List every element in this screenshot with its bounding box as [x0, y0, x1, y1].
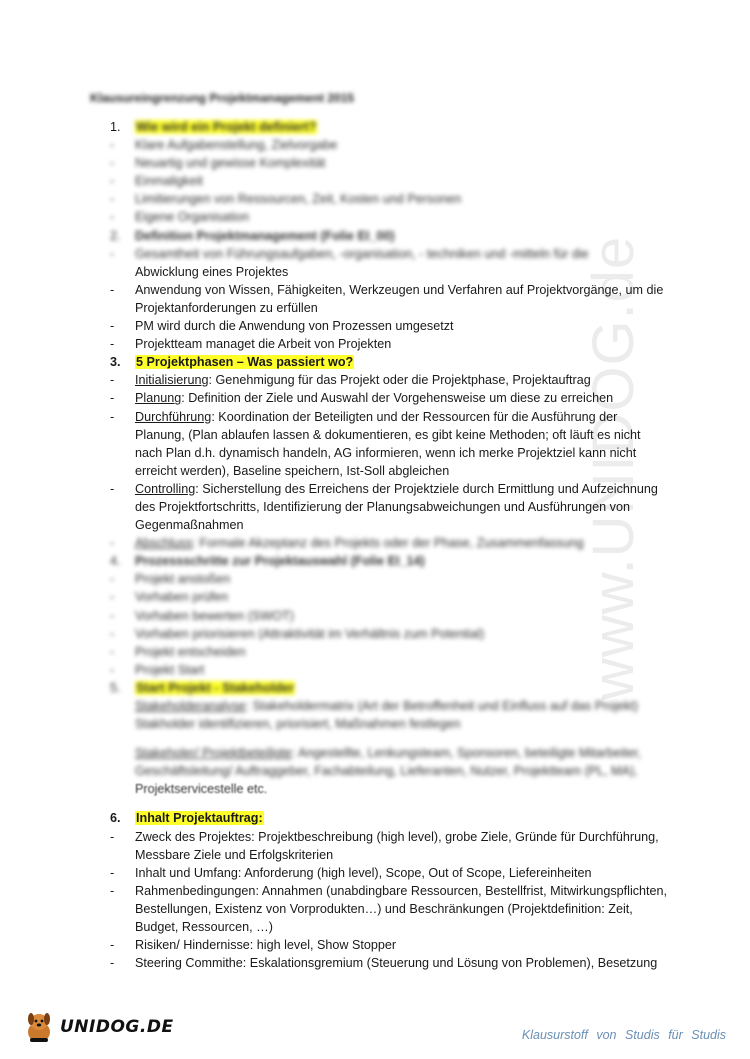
- list-item: - Steering Commithe: Eskalationsgremium (Steuerung und Lösung von Problemen), Besetzung: [110, 956, 658, 971]
- heading-text: Prozessschritte zur Projektauswahl (Folie EI_14): [135, 554, 425, 569]
- paragraph: Stakeholer/ Projektbeteiligte: Angestellte, Lenkungsteam, Sponsoren, beteiligte Mitarbeiter, Geschäftsleitung/ Auftraggeber, Fachabteilung, Lieferanten, Nutzer, Projektteam (PL, MA), Projektservicestelle etc.: [135, 746, 642, 797]
- heading-text: Wie wird ein Projekt definiert?: [136, 120, 317, 134]
- unidog-logo: [24, 1010, 174, 1044]
- section-heading: 1. Wie wird ein Projekt definiert?: [110, 120, 317, 134]
- list-item: - Klare Aufgabenstellung, Zielvorgabe: [110, 138, 338, 153]
- heading-text: Inhalt Projektauftrag:: [136, 811, 263, 826]
- list-item: - Neuartig und gewisse Komplexität: [110, 156, 326, 171]
- footer-tagline: Klausurstoff von Studis für Studis: [521, 1028, 726, 1042]
- list-item: - Abschluss: Formale Akzeptanz des Projekts oder der Phase, Zusammenfassung: [110, 536, 584, 551]
- list-item: - Vorhaben bewerten (SWOT): [110, 608, 294, 623]
- section-heading: 4. Prozessschritte zur Projektauswahl (Folie EI_14): [110, 554, 425, 569]
- watermark: www.UNIDOG.de: [581, 235, 646, 700]
- list-item: - Projekt entscheiden: [110, 644, 246, 659]
- list-item: - PM wird durch die Anwendung von Prozessen umgesetzt: [110, 319, 454, 334]
- list-item: - Einmaligkeit: [110, 174, 203, 189]
- list-item: - Vorhaben prüfen: [110, 590, 229, 605]
- list-item: - Eigene Organisation: [110, 210, 250, 225]
- list-item: - Initialisierung: Genehmigung für das Projekt oder die Projektphase, Projektauftrag: [110, 373, 591, 388]
- document-title: Klausureingrenzung Projektmanagement 2015: [90, 91, 355, 105]
- list-item: - Projekt anstoßen: [110, 572, 231, 587]
- list-item: - Zweck des Projektes: Projektbeschreibung (high level), grobe Ziele, Gründe für Durchführung, Messbare Ziele und Erfolgskriterien: [110, 829, 659, 862]
- logo-text: UNIDOG.DE: [60, 1017, 174, 1037]
- dog-mascot-icon: [24, 1010, 54, 1044]
- list-item: - Risiken/ Hindernisse: high level, Show Stopper: [110, 938, 397, 953]
- list-item: - Planung: Definition der Ziele und Auswahl der Vorgehensweise um diese zu erreichen: [110, 391, 614, 406]
- list-item: - Gesamtheit von Führungsaufgaben, -organisation, - techniken und -mitteln für die Abwicklung eines Projektes: [110, 246, 589, 279]
- section-heading: 2. Definition Projektmanagement (Folie EI_00): [110, 228, 395, 243]
- list-item: - Projektteam managet die Arbeit von Projekten: [110, 337, 392, 352]
- list-item: - Inhalt und Umfang: Anforderung (high level), Scope, Out of Scope, Liefereinheiten: [110, 865, 592, 880]
- list-item: - Controlling: Sicherstellung des Erreichens der Projektziele durch Ermittlung und Aufzeichnung des Projektfortschritts, Identifizierung der Planungsabweichungen und Ausführungen von Gegenmaßnahmen: [110, 481, 658, 533]
- section-heading: 5. Start Projekt - Stakeholder: [110, 680, 295, 695]
- document-body: [110, 118, 670, 972]
- paragraph: Stakeholderanalyse: Stakeholdermatrix (Art der Betroffenheit und Einfluss auf das Projekt) Stakholder identifizieren, priorisiert, Maßnahmen festlegen: [135, 699, 639, 732]
- list-item: - Anwendung von Wissen, Fähigkeiten, Werkzeugen und Verfahren auf Projektvorgänge, um die Projektanforderungen zu erfüllen: [110, 282, 664, 315]
- heading-text: 5 Projektphasen – Was passiert wo?: [136, 355, 354, 370]
- list-item: - Rahmenbedingungen: Annahmen (unabdingbare Ressourcen, Bestellfrist, Mitwirkungspflichten, Bestellungen, Existenz von Vorprodukten…) und Beschränkungen (Projektdefinition: Zeit, Budget, Ressourcen, …): [110, 883, 668, 935]
- section-heading: 3. 5 Projektphasen – Was passiert wo?: [110, 355, 354, 370]
- list-item: - Projekt Start: [110, 662, 205, 677]
- list-item: - Vorhaben priorisieren (Attraktivität im Verhältnis zum Potential): [110, 626, 485, 641]
- heading-text: Definition Projektmanagement (Folie EI_00): [135, 228, 395, 243]
- heading-text: Start Projekt - Stakeholder: [136, 680, 295, 695]
- section-heading: 6. Inhalt Projektauftrag:: [110, 811, 263, 826]
- list-item: - Limitierungen von Ressourcen, Zeit, Kosten und Personen: [110, 192, 462, 207]
- list-item: - Durchführung: Koordination der Beteiligten und der Ressourcen für die Ausführung der Planung, (Plan ablaufen lassen & dokumentieren, es gibt keine Methoden; oft läuft es nicht nach Plan d.h. dynamisch handeln, AG informieren, wenn ich merke Projektziel kann nicht erreicht werden), Baseline speichern, Ist-Soll abgleichen: [110, 409, 641, 478]
